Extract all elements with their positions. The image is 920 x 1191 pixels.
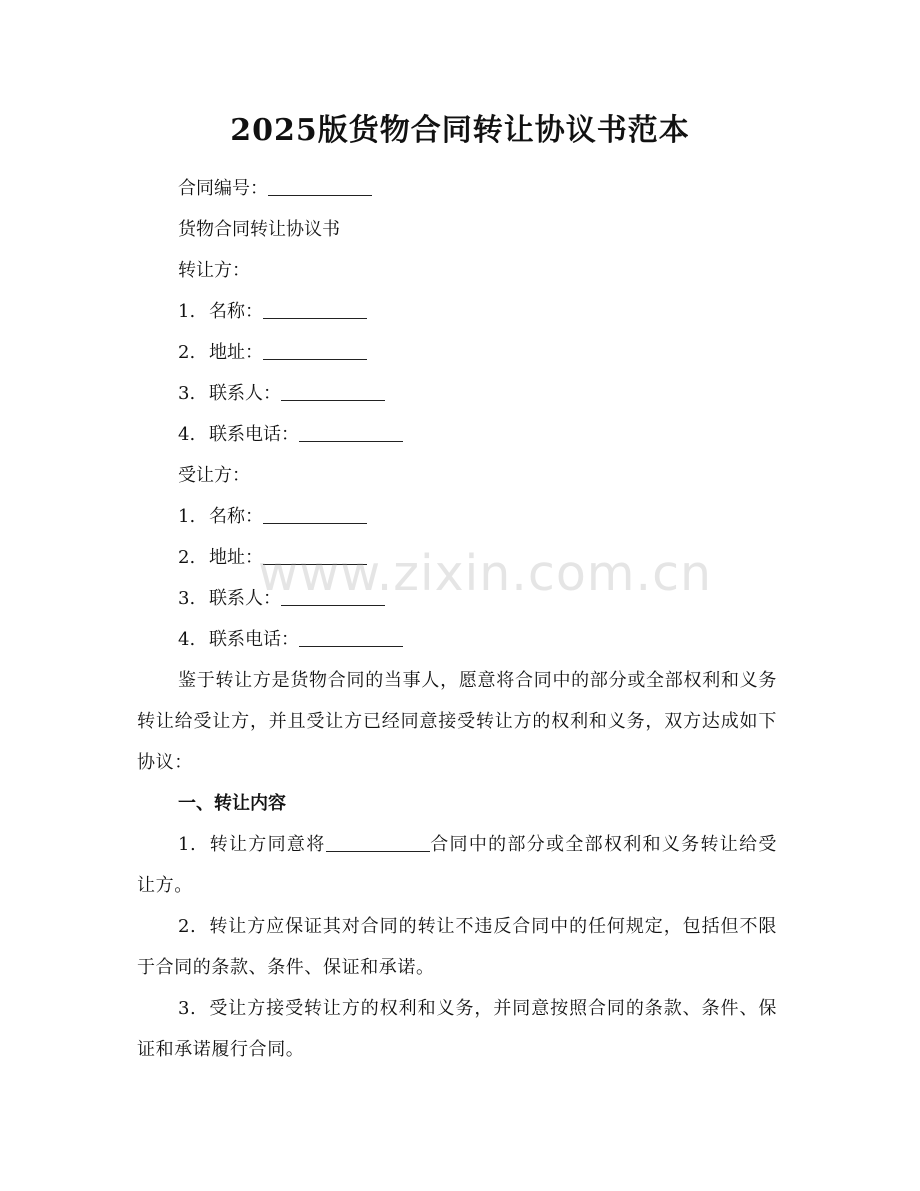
section-heading: 一、转让内容	[178, 793, 286, 814]
transferee-label: 受让方：	[178, 465, 250, 486]
transferor-phone-blank	[299, 415, 403, 442]
contract-name-blank	[326, 825, 430, 852]
field-number: 1.	[178, 301, 196, 322]
field-number: 4.	[178, 424, 196, 445]
clause-number: 3.	[178, 998, 197, 1019]
field-label: 联系电话：	[209, 424, 299, 445]
field-label: 地址：	[209, 547, 263, 568]
field-label: 联系人：	[209, 383, 281, 404]
document-body	[137, 168, 777, 1070]
transferor-contact-blank	[281, 374, 385, 401]
preamble-paragraph: 鉴于转让方是货物合同的当事人，愿意将合同中的部分或全部权利和义务转让给受让方，并且受让方已经同意接受转让方的权利和义务，双方达成如下协议：	[137, 670, 777, 773]
contract-number-label: 合同编号：	[178, 178, 268, 199]
transferee-address-blank	[263, 538, 367, 565]
transferor-label: 转让方：	[178, 260, 250, 281]
clause-text-after: 合同中的部分或全部权利和义务转让给受让方。	[137, 834, 777, 896]
transferee-name-blank	[263, 497, 367, 524]
field-label: 联系电话：	[209, 629, 299, 650]
field-number: 1.	[178, 506, 196, 527]
transferee-contact-line	[137, 578, 777, 619]
transferee-name-line	[137, 496, 777, 537]
transferor-phone-line	[137, 414, 777, 455]
field-label: 名称：	[209, 506, 263, 527]
clause-text: 转让方应保证其对合同的转让不违反合同中的任何规定，包括但不限于合同的条款、条件、保证和承诺。	[137, 916, 777, 978]
transferor-name-line	[137, 291, 777, 332]
clause-text: 受让方接受转让方的权利和义务，并同意按照合同的条款、条件、保证和承诺履行合同。	[137, 998, 777, 1060]
clause-2	[137, 906, 777, 988]
field-label: 名称：	[209, 301, 263, 322]
field-number: 3.	[178, 588, 196, 609]
transferor-address-blank	[263, 333, 367, 360]
clause-text-before: 转让方同意将	[209, 834, 326, 855]
field-number: 2.	[178, 342, 196, 363]
transferee-address-line	[137, 537, 777, 578]
transferee-contact-blank	[281, 579, 385, 606]
transferor-contact-line	[137, 373, 777, 414]
clause-3	[137, 988, 777, 1070]
clause-1	[137, 824, 777, 906]
contract-number-blank	[268, 169, 372, 196]
clause-number: 2.	[178, 916, 197, 937]
clause-number: 1.	[178, 834, 197, 855]
field-number: 3.	[178, 383, 196, 404]
field-number: 4.	[178, 629, 196, 650]
document-title: 2025版货物合同转让协议书范本	[230, 113, 690, 148]
transferee-phone-line	[137, 619, 777, 660]
field-label: 地址：	[209, 342, 263, 363]
transferor-address-line	[137, 332, 777, 373]
watermark: www.zixin.com.cn	[258, 545, 713, 602]
transferee-phone-blank	[299, 620, 403, 647]
field-number: 2.	[178, 547, 196, 568]
field-label: 联系人：	[209, 588, 281, 609]
agreement-subtitle: 货物合同转让协议书	[178, 219, 340, 240]
contract-number-line	[137, 168, 777, 209]
transferor-name-blank	[263, 292, 367, 319]
